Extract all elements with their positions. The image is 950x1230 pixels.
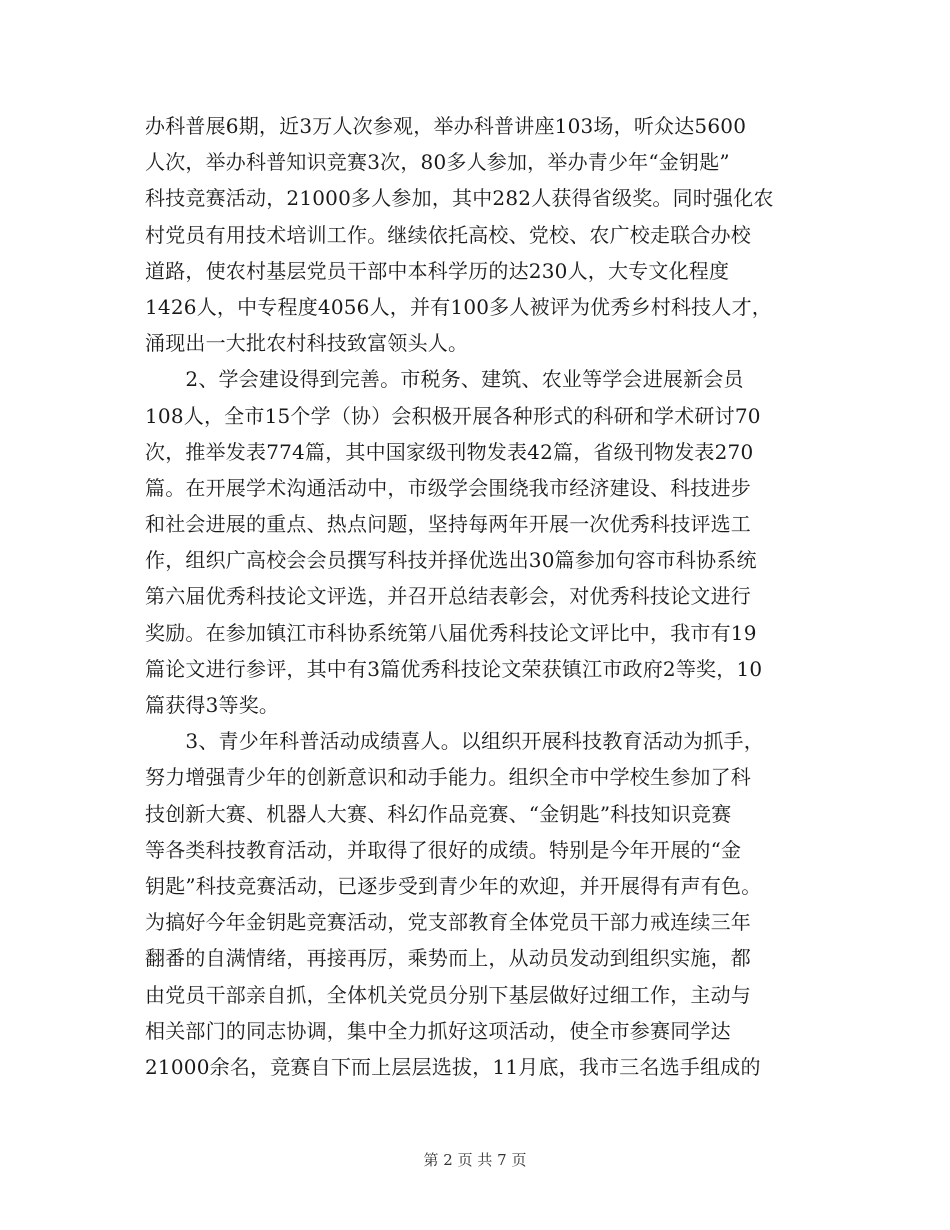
text-line: 次，推举发表774篇，其中国家级刊物发表42篇，省级刊物发表270	[145, 439, 754, 464]
text-line: 为搞好今年金钥匙竞赛活动，党支部教育全体党员干部力戒连续三年	[145, 910, 751, 935]
text-line: 努力增强青少年的创新意识和动手能力。组织全市中学校生参加了科	[145, 765, 751, 790]
text-line: 技创新大赛、机器人大赛、科幻作品竞赛、“金钥匙”科技知识竞赛	[145, 801, 732, 826]
text-line: 奖励。在参加镇江市科协系统第八届优秀科技论文评比中，我市有19	[145, 620, 757, 645]
text-line: 道路，使农村基层党员干部中本科学历的达230人，大专文化程度	[145, 258, 730, 283]
text-line: 由党员干部亲自抓，全体机关党员分别下基层做好过细工作，主动与	[145, 982, 751, 1007]
text-line: 相关部门的同志协调，集中全力抓好这项活动，使全市参赛同学达	[145, 1018, 731, 1043]
text-line: 等各类科技教育活动，并取得了很好的成绩。特别是今年开展的“金	[145, 837, 742, 862]
text-line: 钥匙”科技竞赛活动，已逐步受到青少年的欢迎，并开展得有声有色。	[145, 873, 762, 898]
text-line: 作，组织广高校会会员撰写科技并择优选出30篇参加句容市科协系统	[145, 548, 757, 573]
text-line: 21000余名，竞赛自下而上层层选拔，11月底，我市三名选手组成的	[145, 1054, 761, 1079]
text-line: 村党员有用技术培训工作。继续依托高校、党校、农广校走联合办校	[145, 222, 751, 247]
text-line: 第六届优秀科技论文评选，并召开总结表彰会，对优秀科技论文进行	[145, 584, 751, 609]
text-line: 3、青少年科普活动成绩喜人。以组织开展科技教育活动为抓手，	[145, 729, 764, 754]
text-line: 翻番的自满情绪，再接再厉，乘势而上，从动员发动到组织实施，都	[145, 946, 751, 971]
text-line: 办科普展6期，近3万人次参观，举办科普讲座103场，听众达5600	[145, 114, 747, 138]
page-footer: 第 2 页 共 7 页	[423, 1151, 527, 1169]
text-line: 108人，全市15个学（协）会积极开展各种形式的科研和学术研讨70	[145, 403, 761, 428]
text-line: 人次，举办科普知识竞赛3次，80多人参加，举办青少年“金钥匙”	[145, 150, 730, 175]
text-line: 涌现出一大批农村科技致富领头人。	[145, 331, 469, 356]
text-line: 1426人，中专程度4056人，并有100多人被评为优秀乡村科技人才，	[145, 294, 772, 319]
body-text	[145, 108, 820, 1085]
text-line: 和社会进展的重点、热点问题，坚持每两年开展一次优秀科技评选工	[145, 512, 751, 537]
text-line: 篇论文进行参评，其中有3篇优秀科技论文荣获镇江市政府2等奖，10	[145, 656, 763, 681]
text-line: 篇。在开展学术沟通活动中，市级学会围绕我市经济建设、科技进步	[145, 475, 751, 500]
text-line: 篇获得3等奖。	[145, 693, 280, 717]
text-line: 科技竞赛活动，21000多人参加，其中282人获得省级奖。同时强化农	[145, 186, 774, 211]
text-line: 2、学会建设得到完善。市税务、建筑、农业等学会进展新会员	[145, 367, 744, 392]
